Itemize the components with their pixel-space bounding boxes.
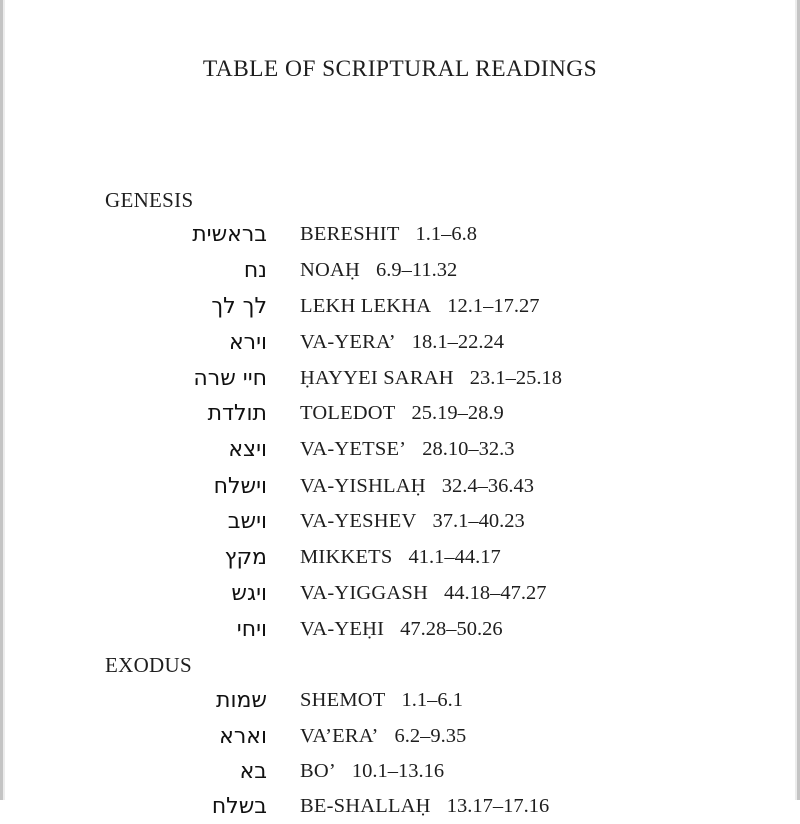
reading-name: SHEMOT (300, 689, 386, 711)
reading-name: VA-YETSE’ (300, 438, 407, 460)
hebrew-title: נח (243, 258, 267, 283)
reading-reference: 32.4–36.43 (441, 475, 535, 497)
hebrew-title: וישב (227, 509, 267, 534)
reading-row (7, 759, 793, 789)
reading-row (7, 437, 793, 467)
reading-reference: 10.1–13.16 (351, 760, 445, 782)
reading-row (7, 474, 793, 504)
reading-row (7, 617, 793, 647)
reading-reference: 41.1–44.17 (408, 546, 501, 568)
reading-name: BERESHIT (300, 223, 400, 245)
reading-reference: 28.10–32.3 (422, 438, 515, 460)
reading-reference: 18.1–22.24 (411, 331, 505, 353)
reading-name: VA-YISHLAḤ (300, 475, 426, 497)
reading-name: VA-YEḤI (300, 618, 385, 640)
reading-name: VA-YESHEV (300, 510, 417, 532)
hebrew-title: שמות (216, 688, 267, 713)
hebrew-title: תולדת (207, 401, 267, 426)
page-edge-left (0, 0, 5, 800)
reading-row (7, 330, 793, 360)
reading-row (7, 222, 793, 252)
hebrew-title: וארא (219, 724, 267, 749)
hebrew-title: וירא (228, 330, 267, 355)
page-edge-right (795, 0, 800, 800)
reading-reference: 12.1–17.27 (447, 295, 540, 317)
reading-name: VA’ERA’ (300, 725, 379, 747)
reading-name: TOLEDOT (300, 402, 396, 424)
reading-name: LEKH LEKHA (300, 295, 432, 317)
reading-name: VA-YIGGASH (300, 582, 429, 604)
page-title: TABLE OF SCRIPTURAL READINGS (202, 56, 598, 82)
reading-reference: 1.1–6.8 (415, 223, 478, 245)
hebrew-title: ויחי (236, 617, 267, 642)
hebrew-title: בראשית (192, 222, 267, 247)
reading-row (7, 545, 793, 575)
hebrew-title: ויגש (231, 581, 267, 606)
section-heading-genesis: GENESIS (105, 188, 194, 212)
reading-name: VA-YERA’ (300, 331, 396, 353)
reading-reference: 44.18–47.27 (444, 582, 547, 604)
hebrew-title: וישלח (213, 474, 267, 499)
reading-row (7, 294, 793, 324)
reading-reference: 25.19–28.9 (411, 402, 504, 424)
reading-row (7, 509, 793, 539)
hebrew-title: בשלח (211, 794, 267, 819)
reading-reference: 6.2–9.35 (394, 725, 467, 747)
hebrew-title: לך לך (211, 294, 267, 319)
hebrew-title: ויצא (228, 437, 267, 462)
section-heading-exodus: EXODUS (105, 653, 192, 677)
reading-row-partial (7, 794, 793, 824)
hebrew-title: מקץ (224, 545, 267, 570)
reading-reference: 37.1–40.23 (432, 510, 525, 532)
reading-reference: 13.17–17.16 (446, 795, 550, 817)
reading-reference: 6.9–11.32 (376, 259, 458, 281)
reading-row (7, 688, 793, 718)
reading-row (7, 724, 793, 754)
reading-reference: 47.28–50.26 (400, 618, 503, 640)
reading-reference: 1.1–6.1 (401, 689, 463, 711)
hebrew-title: חיי שרה (193, 366, 267, 391)
reading-name: BE-SHALLAḤ (300, 795, 431, 817)
reading-name: NOAḤ (300, 259, 361, 281)
hebrew-title: בא (239, 759, 267, 784)
document-page (7, 0, 793, 819)
reading-name: MIKKETS (300, 546, 393, 568)
reading-row (7, 258, 793, 288)
reading-name: ḤAYYEI SARAH (300, 367, 454, 389)
reading-reference: 23.1–25.18 (469, 367, 562, 389)
reading-row (7, 366, 793, 396)
reading-row (7, 581, 793, 611)
reading-row (7, 401, 793, 431)
reading-name: BO’ (300, 760, 336, 782)
